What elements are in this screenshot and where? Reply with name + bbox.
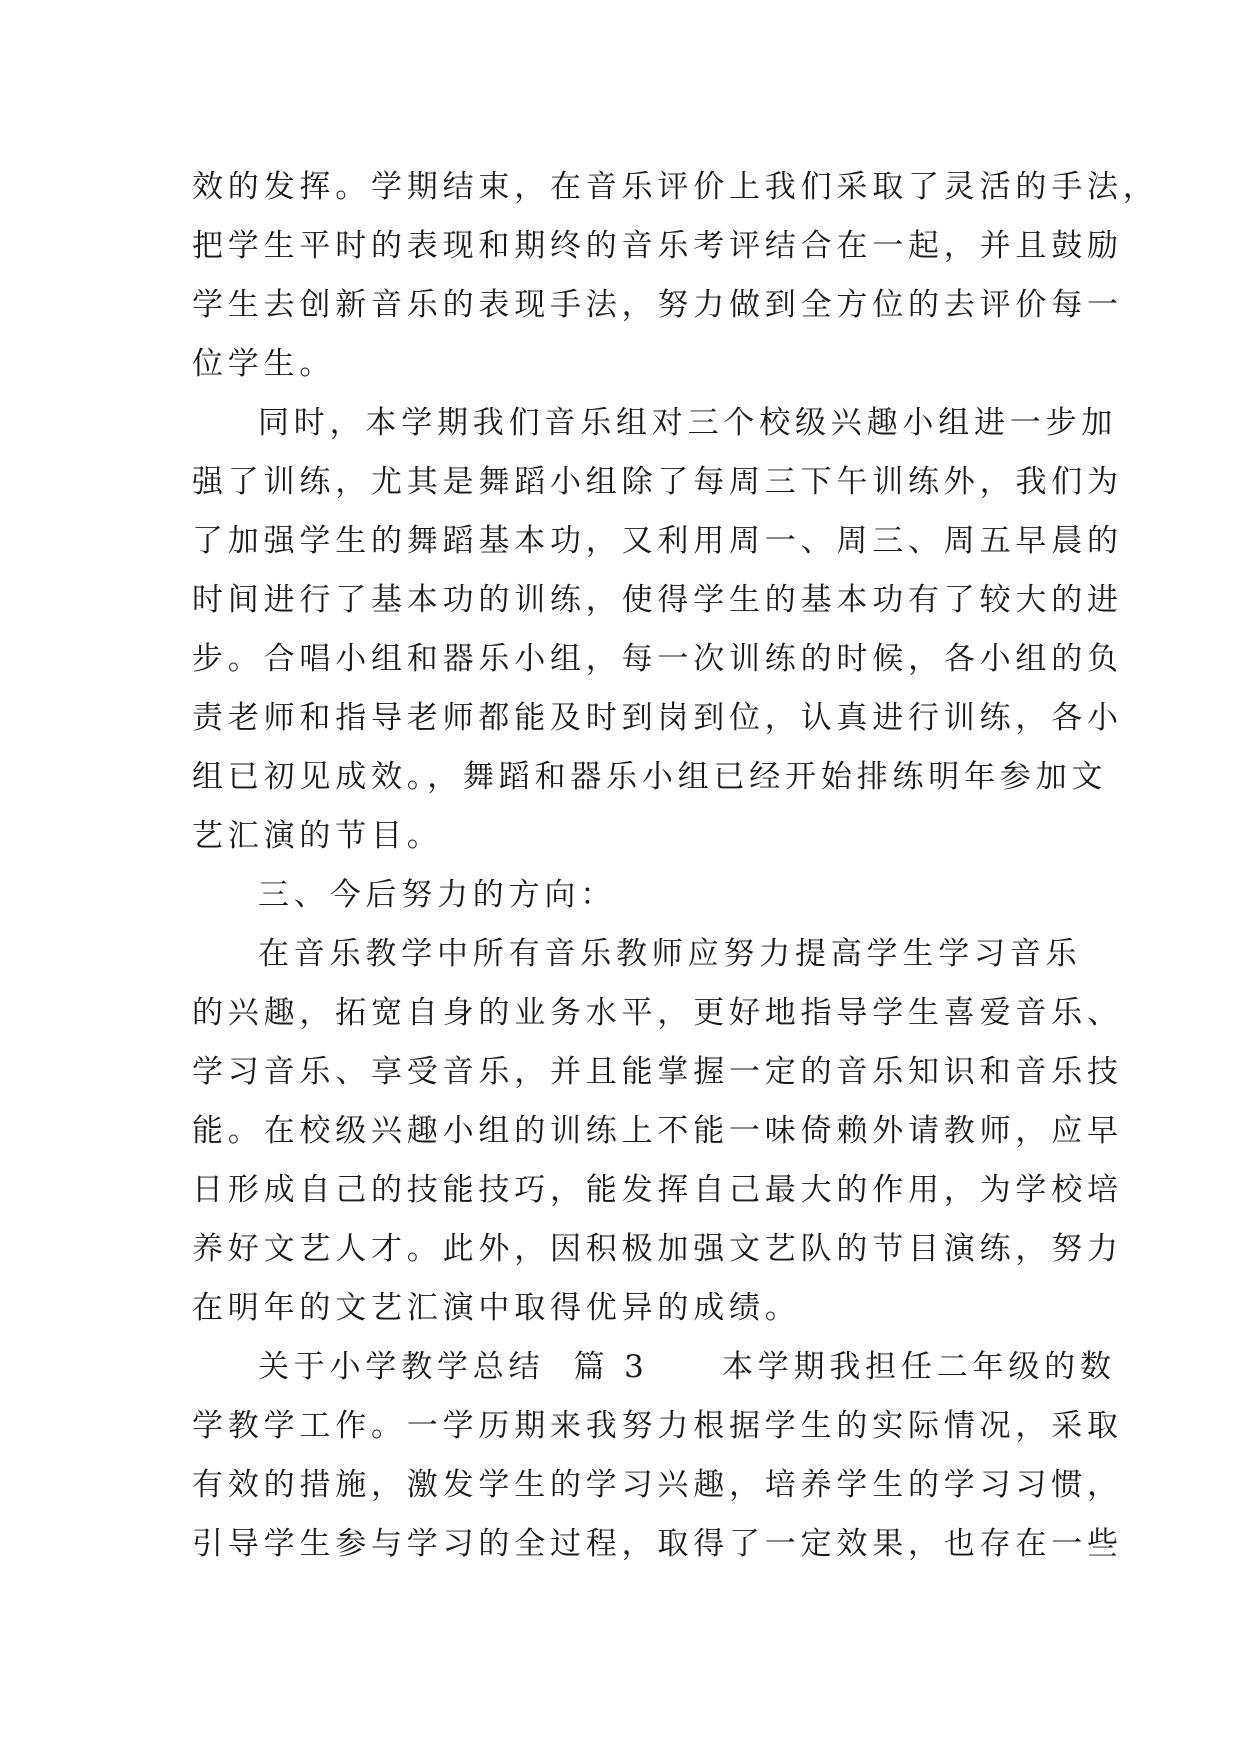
text-line: 在明年的文艺汇演中取得优异的成绩。: [192, 1290, 801, 1326]
text-line: 同时，本学期我们音乐组对三个校级兴趣小组进一步加: [258, 405, 1118, 441]
text-line: 把学生平时的表现和期终的音乐考评结合在一起，并且鼓励: [192, 228, 1123, 264]
section-heading: 三、今后努力的方向：: [258, 877, 616, 913]
document-body: [192, 158, 1159, 1574]
text-line: 有效的措施，激发学生的学习兴趣，培养学生的学习习惯，: [192, 1467, 1123, 1503]
text-line: 了加强学生的舞蹈基本功，又利用周一、周三、周五早晨的: [192, 523, 1123, 559]
text-line: 学教学工作。一学历期来我努力根据学生的实际情况，采取: [192, 1408, 1123, 1444]
text-line: 组已初见成效。，舞蹈和器乐小组已经开始排练明年参加文: [192, 759, 1108, 795]
text-line: 学习音乐、享受音乐，并且能掌握一定的音乐知识和音乐技: [192, 1054, 1123, 1090]
text-line: 能。在校级兴趣小组的训练上不能一味倚赖外请教师，应早: [192, 1113, 1123, 1149]
text-line: 养好文艺人才。此外，因积极加强文艺队的节目演练，努力: [192, 1231, 1123, 1267]
text-line: 时间进行了基本功的训练，使得学生的基本功有了较大的进: [192, 582, 1123, 618]
article-heading-line: 关于小学教学总结 篇 3 本学期我担任二年级的数: [258, 1349, 1116, 1385]
text-line: 日形成自己的技能技巧，能发挥自己最大的作用，为学校培: [192, 1172, 1123, 1208]
text-line: 强了训练，尤其是舞蹈小组除了每周三下午训练外，我们为: [192, 464, 1123, 500]
text-line: 的兴趣，拓宽自身的业务水平，更好地指导学生喜爱音乐、: [192, 995, 1123, 1031]
text-line: 学生去创新音乐的表现手法，努力做到全方位的去评价每一: [192, 287, 1123, 323]
text-line: 艺汇演的节目。: [192, 818, 443, 854]
text-line: 位学生。: [192, 346, 336, 382]
text-line: 责老师和指导老师都能及时到岗到位，认真进行训练，各小: [192, 700, 1123, 736]
text-line: 在音乐教学中所有音乐教师应努力提高学生学习音乐: [258, 936, 1082, 972]
text-line: 效的发挥。学期结束，在音乐评价上我们采取了灵活的手法，: [192, 169, 1159, 205]
text-line: 引导学生参与学习的全过程，取得了一定效果，也存在一些: [192, 1526, 1123, 1562]
text-line: 步。合唱小组和器乐小组，每一次训练的时候，各小组的负: [192, 641, 1123, 677]
